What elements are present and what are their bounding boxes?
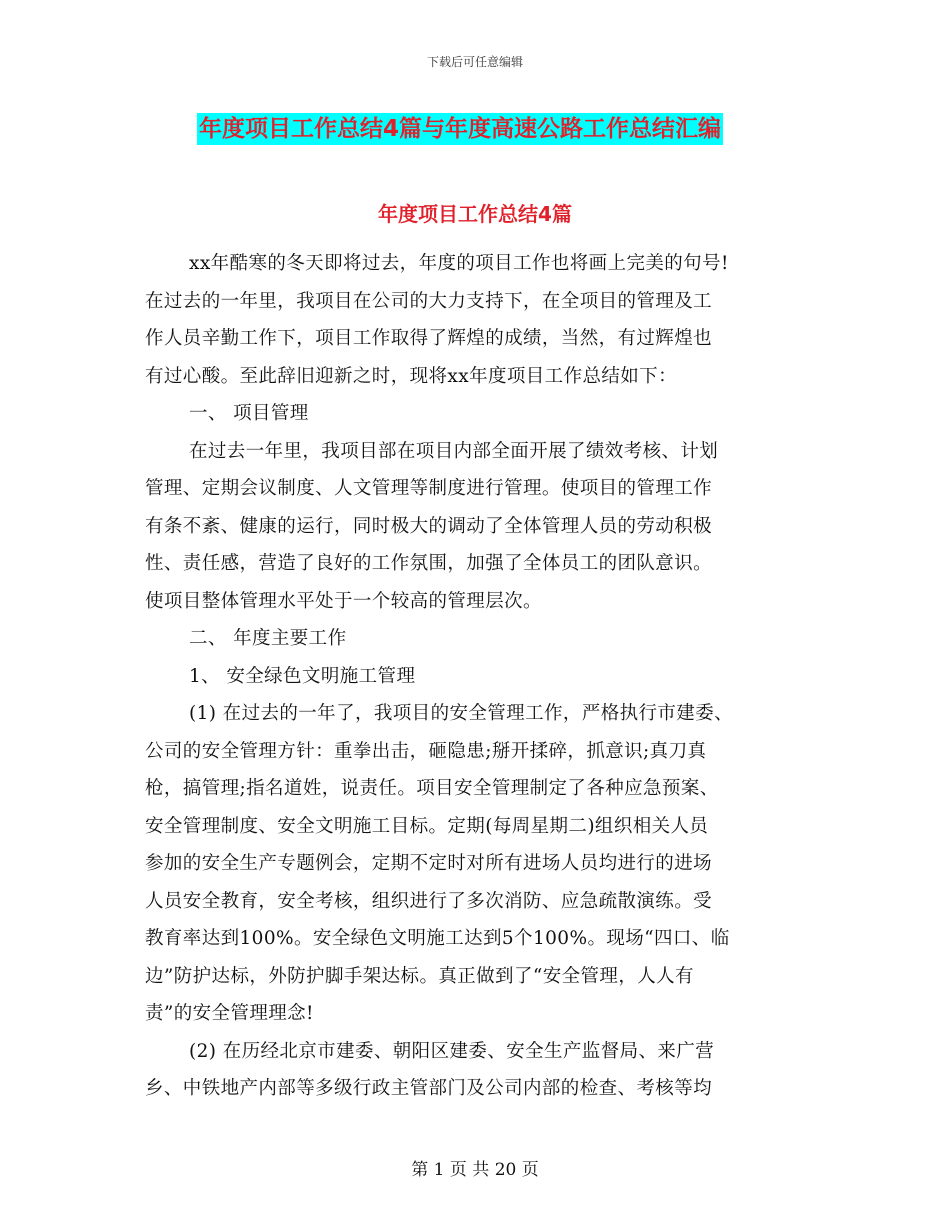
body-line: 使项目整体管理水平处于一个较高的管理层次。: [145, 590, 542, 612]
heading-safety-management: 1、 安全绿色文明施工管理: [189, 665, 416, 687]
body-line: 枪，搞管理;指名道姓，说责任。项目安全管理制定了各种应急预案、: [145, 778, 719, 799]
body-line: 公司的安全管理方针：重拳出击，砸隐患;掰开揉碎，抓意识;真刀真: [145, 740, 707, 762]
body-line: 作人员辛勤工作下，项目工作取得了辉煌的成绩，当然，有过辉煌也: [145, 328, 713, 349]
body-line: xx年酷寒的冬天即将过去，年度的项目工作也将画上完美的句号!: [189, 253, 729, 274]
document-body: [145, 245, 813, 1108]
body-line: 在过去一年里，我项目部在项目内部全面开展了绩效考核、计划: [189, 440, 719, 462]
body-line: 性、责任感，营造了良好的工作氛围，加强了全体员工的团队意识。: [145, 553, 713, 574]
heading-main-work: 二、 年度主要工作: [189, 628, 347, 649]
body-line: 安全管理制度、安全文明施工目标。定期(每周星期二)组织相关人员: [145, 815, 709, 837]
document-main-title: 年度项目工作总结4篇与年度高速公路工作总结汇编: [197, 113, 723, 145]
body-line: (2) 在历经北京市建委、朝阳区建委、安全生产监督局、来广营: [189, 1040, 715, 1062]
heading-project-management: 一、 项目管理: [189, 403, 309, 424]
body-line: 边”防护达标，外防护脚手架达标。真正做到了“安全管理，人人有: [145, 965, 694, 987]
page-number: 第 1 页 共 20 页: [411, 1160, 539, 1180]
body-line: 人员安全教育，安全考核，组织进行了多次消防、应急疏散演练。受: [145, 890, 713, 912]
body-line: 有过心酸。至此辞旧迎新之时，现将xx年度项目工作总结如下：: [145, 365, 677, 387]
page-header-note: 下载后可任意编辑: [426, 55, 523, 69]
body-line: 在过去的一年里，我项目在公司的大力支持下，在全项目的管理及工: [145, 290, 713, 312]
body-line: 乡、中铁地产内部等多级行政主管部门及公司内部的检查、考核等均: [145, 1078, 713, 1099]
body-line: 责”的安全管理理念!: [145, 1003, 314, 1024]
body-line: 管理、定期会议制度、人文管理等制度进行管理。使项目的管理工作: [145, 478, 713, 499]
body-line: 教育率达到100%。安全绿色文明施工达到5个100%。现场“四口、临: [145, 928, 730, 949]
body-line: (1) 在过去的一年了，我项目的安全管理工作，严格执行市建委、: [189, 703, 733, 724]
body-line: 有条不紊、健康的运行，同时极大的调动了全体管理人员的劳动积极: [145, 515, 713, 537]
section-title: 年度项目工作总结4篇: [378, 202, 572, 226]
body-line: 参加的安全生产专题例会，定期不定时对所有进场人员均进行的进场: [145, 853, 713, 874]
